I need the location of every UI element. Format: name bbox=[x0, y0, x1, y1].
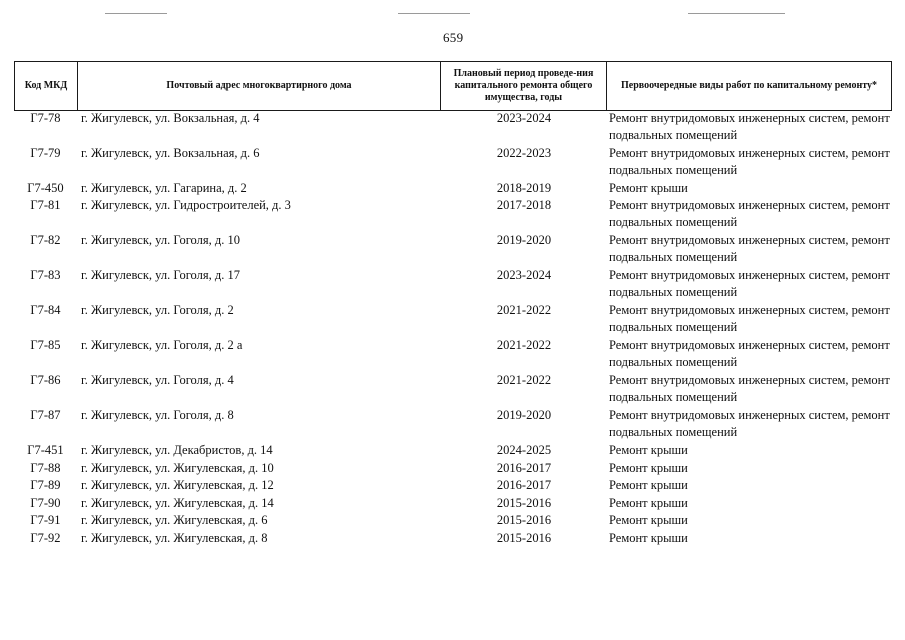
cell-works: Ремонт внутридомовых инженерных систем, ремонт подвальных помещений bbox=[609, 111, 890, 142]
cell-works: Ремонт крыши bbox=[609, 460, 688, 475]
cell-period: 2021-2022 bbox=[496, 373, 552, 387]
cell-address: г. Жигулевск, ул. Вокзальная, д. 6 bbox=[81, 146, 260, 160]
cell-address: г. Жигулевск, ул. Гоголя, д. 4 bbox=[81, 373, 234, 387]
cell-works: Ремонт внутридомовых инженерных систем, ремонт подвальных помещений bbox=[609, 303, 890, 334]
scan-artifact-right bbox=[688, 13, 785, 14]
cell-address: г. Жигулевск, ул. Жигулевская, д. 10 bbox=[81, 460, 274, 475]
header-period: Плановый период проведе-ния капитального ремонта общего имущества, годы bbox=[441, 62, 607, 111]
cell-code: Г7-83 bbox=[30, 268, 61, 282]
header-works: Первоочередные виды работ по капитальному ремонту* bbox=[607, 62, 892, 111]
table-row bbox=[0, 407, 905, 442]
cell-period: 2021-2022 bbox=[496, 303, 552, 317]
table-row bbox=[0, 232, 905, 267]
cell-code: Г7-88 bbox=[30, 460, 61, 475]
cell-code: Г7-91 bbox=[30, 513, 61, 527]
table-row bbox=[0, 372, 905, 407]
table-row bbox=[0, 495, 905, 513]
table-row bbox=[0, 512, 905, 530]
cell-address: г. Жигулевск, ул. Декабристов, д. 14 bbox=[81, 443, 273, 457]
cell-works: Ремонт внутридомовых инженерных систем, ремонт подвальных помещений bbox=[609, 338, 890, 369]
cell-works: Ремонт крыши bbox=[609, 478, 688, 492]
table-header bbox=[14, 61, 892, 111]
table-row bbox=[0, 442, 905, 460]
cell-address: г. Жигулевск, ул. Гидростроителей, д. 3 bbox=[81, 198, 291, 212]
cell-works: Ремонт крыши bbox=[609, 181, 688, 195]
cell-code: Г7-84 bbox=[30, 303, 61, 317]
cell-period: 2015-2016 bbox=[496, 495, 552, 510]
cell-period: 2024-2025 bbox=[496, 443, 552, 457]
table-row bbox=[0, 302, 905, 337]
table-row bbox=[0, 337, 905, 372]
cell-period: 2023-2024 bbox=[496, 268, 552, 282]
table-row bbox=[0, 145, 905, 180]
table-row bbox=[0, 180, 905, 197]
table-row bbox=[0, 460, 905, 478]
cell-address: г. Жигулевск, ул. Вокзальная, д. 4 bbox=[81, 111, 260, 125]
table-row bbox=[0, 197, 905, 232]
table-body bbox=[0, 110, 905, 547]
cell-code: Г7-92 bbox=[30, 530, 61, 545]
cell-period: 2019-2020 bbox=[496, 408, 552, 422]
cell-address: г. Жигулевск, ул. Жигулевская, д. 6 bbox=[81, 513, 268, 527]
cell-code: Г7-87 bbox=[30, 408, 61, 422]
cell-code: Г7-86 bbox=[30, 373, 61, 387]
cell-period: 2023-2024 bbox=[496, 111, 552, 125]
table-row bbox=[0, 530, 905, 548]
cell-period: 2015-2016 bbox=[496, 513, 552, 527]
cell-works: Ремонт внутридомовых инженерных систем, ремонт подвальных помещений bbox=[609, 233, 890, 264]
header-code: Код МКД bbox=[15, 62, 78, 111]
table-row bbox=[0, 110, 905, 145]
cell-address: г. Жигулевск, ул. Гоголя, д. 17 bbox=[81, 268, 240, 282]
cell-period: 2016-2017 bbox=[496, 460, 552, 475]
scan-artifact-center bbox=[398, 13, 470, 14]
cell-period: 2021-2022 bbox=[496, 338, 552, 352]
cell-address: г. Жигулевск, ул. Жигулевская, д. 8 bbox=[81, 530, 268, 545]
cell-period: 2017-2018 bbox=[496, 198, 552, 212]
table-row bbox=[0, 477, 905, 495]
cell-address: г. Жигулевск, ул. Жигулевская, д. 12 bbox=[81, 478, 274, 492]
cell-works: Ремонт внутридомовых инженерных систем, ремонт подвальных помещений bbox=[609, 373, 890, 404]
cell-code: Г7-450 bbox=[27, 181, 64, 195]
header-address: Почтовый адрес многоквартирного дома bbox=[78, 62, 441, 111]
page-number: 659 bbox=[443, 30, 464, 45]
cell-address: г. Жигулевск, ул. Гагарина, д. 2 bbox=[81, 181, 247, 195]
cell-period: 2015-2016 bbox=[496, 530, 552, 545]
cell-works: Ремонт внутридомовых инженерных систем, ремонт подвальных помещений bbox=[609, 146, 890, 177]
cell-works: Ремонт крыши bbox=[609, 443, 688, 457]
cell-address: г. Жигулевск, ул. Гоголя, д. 2 bbox=[81, 303, 234, 317]
scan-artifact-left bbox=[105, 13, 167, 14]
cell-period: 2019-2020 bbox=[496, 233, 552, 247]
cell-period: 2016-2017 bbox=[496, 478, 552, 492]
cell-address: г. Жигулевск, ул. Гоголя, д. 2 а bbox=[81, 338, 243, 352]
cell-works: Ремонт внутридомовых инженерных систем, ремонт подвальных помещений bbox=[609, 268, 890, 299]
cell-works: Ремонт внутридомовых инженерных систем, ремонт подвальных помещений bbox=[609, 408, 890, 439]
cell-works: Ремонт крыши bbox=[609, 513, 688, 527]
cell-code: Г7-82 bbox=[30, 233, 61, 247]
cell-code: Г7-79 bbox=[30, 146, 61, 160]
cell-code: Г7-81 bbox=[30, 198, 61, 212]
cell-code: Г7-451 bbox=[27, 443, 64, 457]
cell-address: г. Жигулевск, ул. Гоголя, д. 10 bbox=[81, 233, 240, 247]
cell-works: Ремонт крыши bbox=[609, 495, 688, 510]
cell-code: Г7-85 bbox=[30, 338, 61, 352]
cell-period: 2022-2023 bbox=[496, 146, 552, 160]
cell-code: Г7-90 bbox=[30, 495, 61, 510]
table-row bbox=[0, 267, 905, 302]
cell-works: Ремонт крыши bbox=[609, 530, 688, 545]
cell-address: г. Жигулевск, ул. Гоголя, д. 8 bbox=[81, 408, 234, 422]
cell-period: 2018-2019 bbox=[496, 181, 552, 195]
cell-works: Ремонт внутридомовых инженерных систем, ремонт подвальных помещений bbox=[609, 198, 890, 229]
cell-code: Г7-89 bbox=[30, 478, 61, 492]
cell-code: Г7-78 bbox=[30, 111, 61, 125]
cell-address: г. Жигулевск, ул. Жигулевская, д. 14 bbox=[81, 495, 274, 510]
